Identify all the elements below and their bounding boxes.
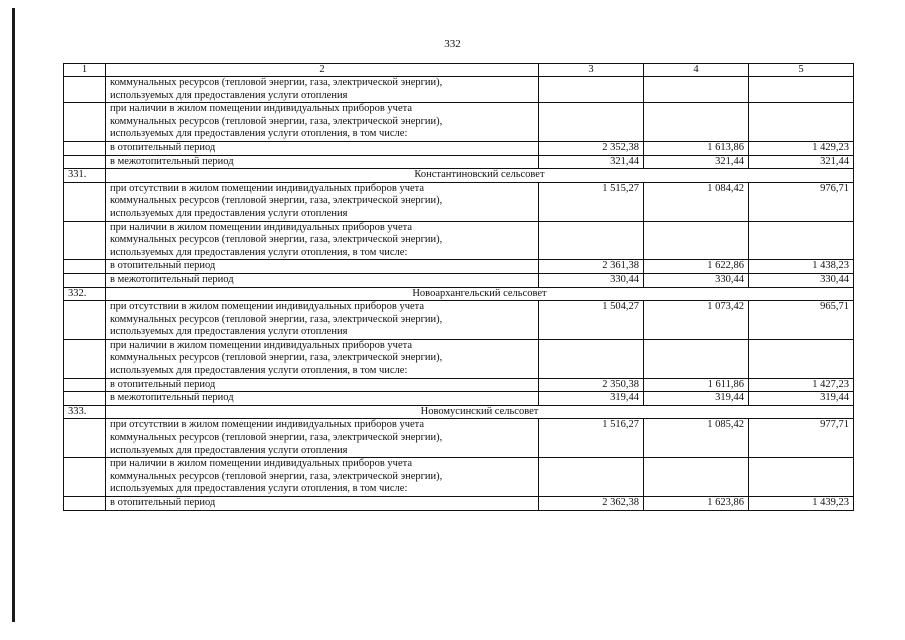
description-line: коммунальных ресурсов (тепловой энергии, газа, электрической энергии),: [110, 115, 443, 127]
description-line: в отопительный период: [110, 378, 216, 390]
value-col-5: [749, 77, 854, 103]
value-col-4: 319,44: [644, 392, 749, 406]
section-row: [64, 287, 854, 301]
description-line: используемых для предоставления услуги отопления: [110, 207, 348, 219]
row-description: [106, 273, 539, 287]
row-number: [64, 339, 106, 378]
row-description: [106, 221, 539, 260]
description-line: коммунальных ресурсов (тепловой энергии, газа, электрической энергии),: [110, 432, 443, 444]
row-description: [106, 497, 539, 511]
description-line: в отопительный период: [110, 141, 216, 153]
description-line: используемых для предоставления услуги отопления: [110, 444, 348, 456]
table-row: [64, 260, 854, 274]
description-line: коммунальных ресурсов (тепловой энергии, газа, электрической энергии),: [110, 470, 443, 482]
row-number: [64, 221, 106, 260]
table-row: [64, 392, 854, 406]
row-description: [106, 182, 539, 221]
value-col-5: [749, 221, 854, 260]
value-col-4: 1 611,86: [644, 378, 749, 392]
page-number: 332: [444, 38, 461, 50]
left-margin-bar: [12, 8, 15, 622]
description-line: используемых для предоставления услуги отопления: [110, 89, 348, 101]
table-row: [64, 419, 854, 458]
section-number: 332.: [64, 287, 106, 301]
row-number: [64, 182, 106, 221]
description-line: в отопительный период: [110, 497, 216, 508]
table-row: [64, 497, 854, 511]
description-line: при отсутствии в жилом помещении индивидуальных приборов учета: [110, 419, 425, 431]
description-line: коммунальных ресурсов (тепловой энергии, газа, электрической энергии),: [110, 234, 443, 246]
row-number: [64, 419, 106, 458]
description-line: коммунальных ресурсов (тепловой энергии, газа, электрической энергии),: [110, 313, 443, 325]
row-number: [64, 273, 106, 287]
row-number: [64, 77, 106, 103]
header-row: [64, 64, 854, 77]
description-line: используемых для предоставления услуги отопления, в том числе:: [110, 483, 408, 495]
value-col-5: 977,71: [749, 419, 854, 458]
row-description: [106, 378, 539, 392]
description-line: при наличии в жилом помещении индивидуальных приборов учета: [110, 458, 412, 470]
description-line: используемых для предоставления услуги отопления, в том числе:: [110, 246, 408, 258]
value-col-3: 319,44: [539, 392, 644, 406]
value-col-3: 2 350,38: [539, 378, 644, 392]
value-col-5: 1 427,23: [749, 378, 854, 392]
row-description: [106, 103, 539, 142]
value-col-5: [749, 339, 854, 378]
description-line: используемых для предоставления услуги отопления, в том числе:: [110, 365, 408, 377]
value-col-5: 1 429,23: [749, 141, 854, 155]
row-description: [106, 77, 539, 103]
tariff-table: [63, 63, 854, 511]
value-col-3: 330,44: [539, 273, 644, 287]
row-number: [64, 103, 106, 142]
section-title: Константиновский сельсовет: [106, 169, 854, 183]
value-col-5: 330,44: [749, 273, 854, 287]
description-line: в межотопительный период: [110, 273, 234, 285]
value-col-3: 1 516,27: [539, 419, 644, 458]
table-body: [64, 77, 854, 511]
description-line: при отсутствии в жилом помещении индивидуальных приборов учета: [110, 182, 425, 194]
description-line: при отсутствии в жилом помещении индивидуальных приборов учета: [110, 301, 425, 313]
description-line: коммунальных ресурсов (тепловой энергии, газа, электрической энергии),: [110, 195, 443, 207]
section-title: Новомусинский сельсовет: [106, 405, 854, 419]
row-number: [64, 260, 106, 274]
value-col-4: [644, 339, 749, 378]
value-col-4: 1 623,86: [644, 497, 749, 511]
table-row: [64, 103, 854, 142]
header-col-1: 1: [64, 64, 106, 77]
row-number: [64, 141, 106, 155]
value-col-4: 1 622,86: [644, 260, 749, 274]
value-col-3: [539, 458, 644, 497]
description-line: используемых для предоставления услуги отопления, в том числе:: [110, 128, 408, 140]
value-col-4: [644, 221, 749, 260]
section-title: Новоархангельский сельсовет: [106, 287, 854, 301]
value-col-3: [539, 221, 644, 260]
description-line: при наличии в жилом помещении индивидуальных приборов учета: [110, 221, 412, 233]
row-description: [106, 260, 539, 274]
value-col-3: [539, 339, 644, 378]
value-col-4: [644, 77, 749, 103]
row-description: [106, 301, 539, 340]
value-col-3: 2 361,38: [539, 260, 644, 274]
description-line: используемых для предоставления услуги отопления: [110, 326, 348, 338]
table-row: [64, 339, 854, 378]
table-row: [64, 77, 854, 103]
header-col-2: 2: [106, 64, 539, 77]
description-line: в отопительный период: [110, 260, 216, 272]
section-number: 331.: [64, 169, 106, 183]
value-col-5: [749, 103, 854, 142]
header-col-4: 4: [644, 64, 749, 77]
value-col-5: 319,44: [749, 392, 854, 406]
value-col-4: 1 085,42: [644, 419, 749, 458]
value-col-3: 1 515,27: [539, 182, 644, 221]
value-col-4: 1 084,42: [644, 182, 749, 221]
table-row: [64, 301, 854, 340]
row-number: [64, 301, 106, 340]
row-description: [106, 392, 539, 406]
value-col-5: 321,44: [749, 155, 854, 169]
value-col-3: [539, 103, 644, 142]
value-col-3: 2 362,38: [539, 497, 644, 511]
table-row: [64, 141, 854, 155]
value-col-4: [644, 103, 749, 142]
row-number: [64, 378, 106, 392]
value-col-3: 2 352,38: [539, 141, 644, 155]
row-description: [106, 339, 539, 378]
value-col-5: 965,71: [749, 301, 854, 340]
table-row: [64, 155, 854, 169]
section-row: [64, 405, 854, 419]
value-col-4: 321,44: [644, 155, 749, 169]
row-description: [106, 419, 539, 458]
section-row: [64, 169, 854, 183]
table-row: [64, 221, 854, 260]
description-line: в межотопительный период: [110, 155, 234, 167]
section-number: 333.: [64, 405, 106, 419]
value-col-5: 976,71: [749, 182, 854, 221]
row-number: [64, 458, 106, 497]
value-col-3: 1 504,27: [539, 301, 644, 340]
table-row: [64, 273, 854, 287]
value-col-5: [749, 458, 854, 497]
row-description: [106, 141, 539, 155]
row-description: [106, 155, 539, 169]
value-col-4: 330,44: [644, 273, 749, 287]
description-line: коммунальных ресурсов (тепловой энергии, газа, электрической энергии),: [110, 77, 443, 88]
value-col-4: [644, 458, 749, 497]
value-col-5: 1 438,23: [749, 260, 854, 274]
row-number: [64, 392, 106, 406]
row-description: [106, 458, 539, 497]
header-col-3: 3: [539, 64, 644, 77]
value-col-5: 1 439,23: [749, 497, 854, 511]
row-number: [64, 497, 106, 511]
description-line: коммунальных ресурсов (тепловой энергии, газа, электрической энергии),: [110, 352, 443, 364]
description-line: при наличии в жилом помещении индивидуальных приборов учета: [110, 103, 412, 115]
value-col-4: 1 073,42: [644, 301, 749, 340]
table-row: [64, 458, 854, 497]
value-col-3: [539, 77, 644, 103]
header-col-5: 5: [749, 64, 854, 77]
table-row: [64, 182, 854, 221]
value-col-3: 321,44: [539, 155, 644, 169]
value-col-4: 1 613,86: [644, 141, 749, 155]
row-number: [64, 155, 106, 169]
description-line: в межотопительный период: [110, 392, 234, 404]
table-row: [64, 378, 854, 392]
description-line: при наличии в жилом помещении индивидуальных приборов учета: [110, 339, 412, 351]
